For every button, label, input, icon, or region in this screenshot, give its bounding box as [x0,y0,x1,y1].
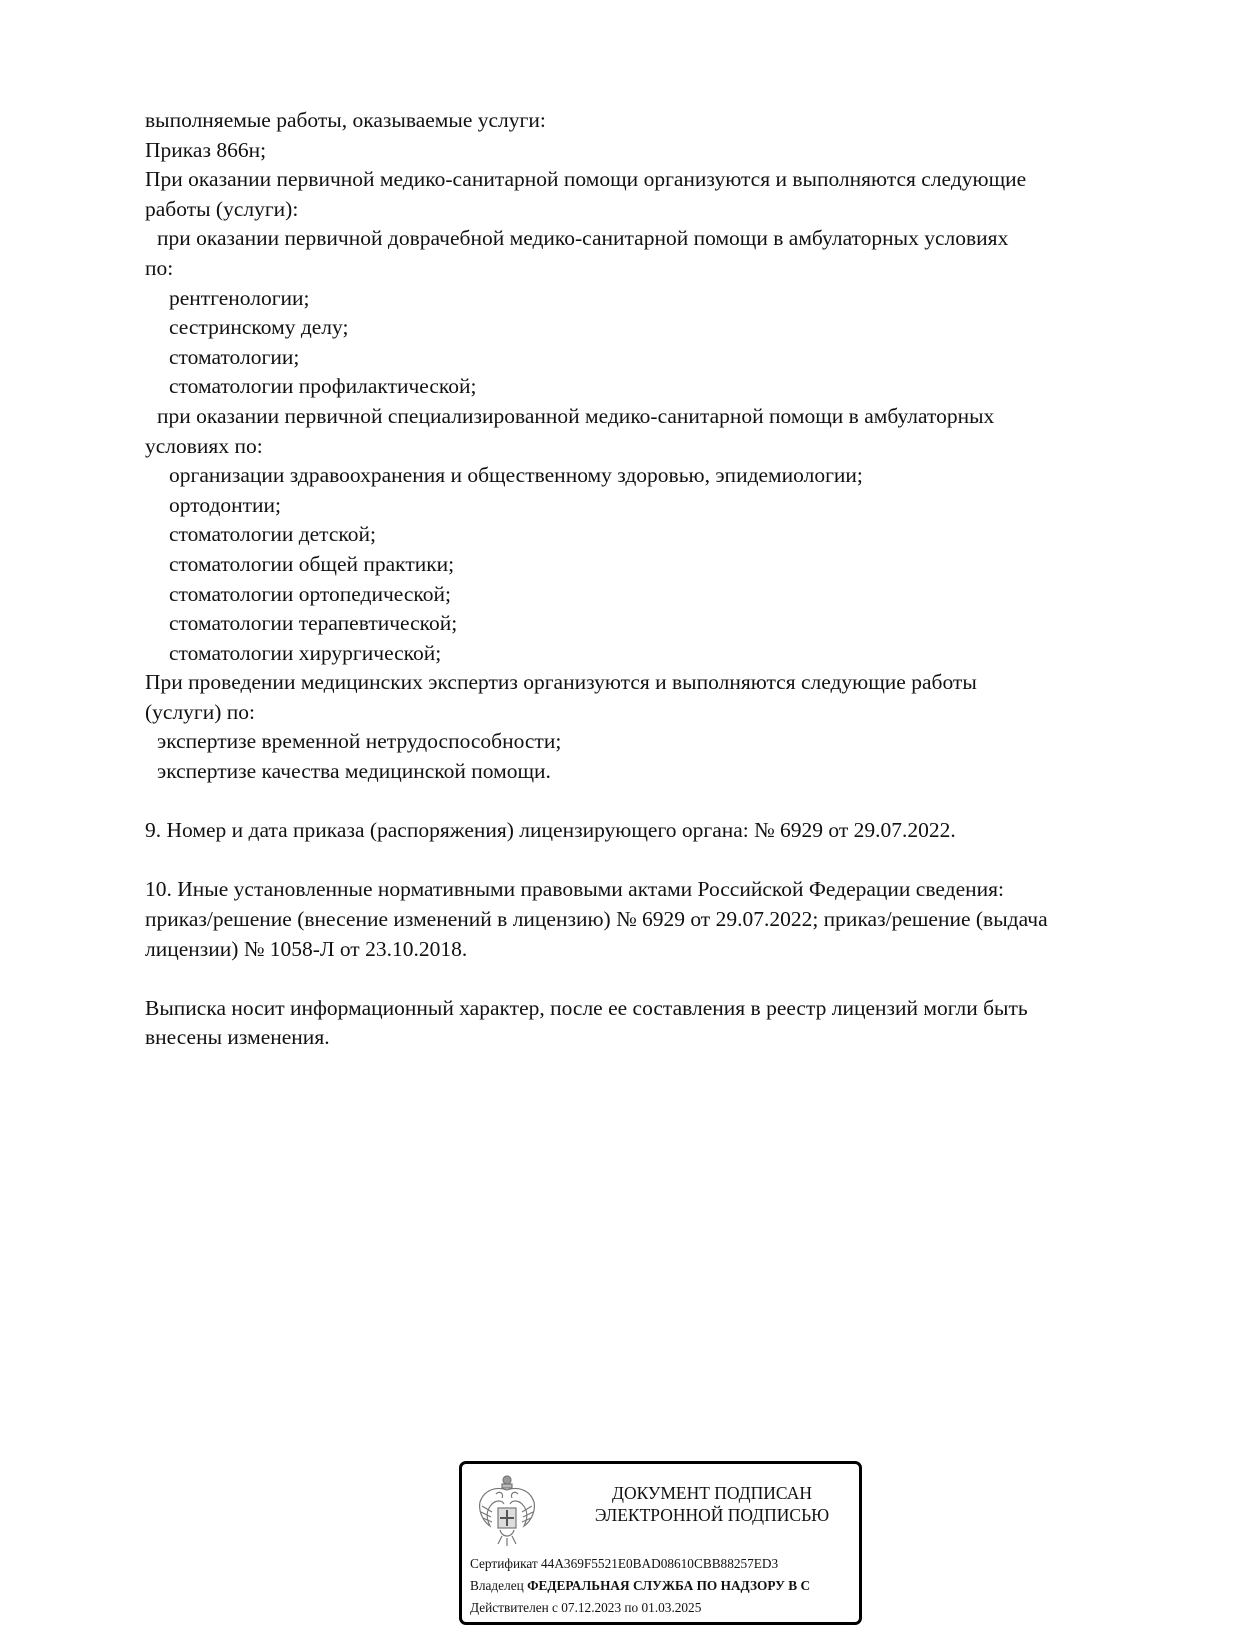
stamp-details [470,1553,862,1619]
disclaimer-line: внесены изменения. [145,1025,330,1050]
stamp-title [562,1482,862,1526]
text-line: (услуги) по: [145,699,256,724]
list-item: сестринскому делу; [169,315,349,340]
electronic-signature-stamp [459,1461,862,1625]
list-item: стоматологии профилактической; [169,374,477,399]
list-item: рентгенологии; [169,285,310,310]
document-body [145,106,1155,1053]
section-10-line: приказ/решение (внесение изменений в лицензию) № 6929 от 29.07.2022; приказ/решение (выдача [145,907,1048,932]
paragraph-gap [145,846,1155,876]
certificate-line [470,1553,862,1575]
text-line: выполняемые работы, оказываемые услуги: [145,108,546,132]
stamp-title-line: ДОКУМЕНТ ПОДПИСАН [612,1483,812,1503]
text-line: работы (услуги): [145,196,299,221]
list-item: стоматологии хирургической; [169,640,442,665]
owner-label: Владелец [470,1578,524,1593]
text-line: Приказ 866н; [145,137,267,162]
list-item: стоматологии; [169,344,300,369]
owner-line [470,1575,862,1597]
list-item: стоматологии ортопедической; [169,581,452,606]
list-item: ортодонтии; [169,492,282,517]
list-item: организации здравоохранения и общественному здоровью, эпидемиологии; [169,463,863,488]
owner-value: ФЕДЕРАЛЬНАЯ СЛУЖБА ПО НАДЗОРУ В С [527,1578,811,1593]
text-line: При оказании первичной медико-санитарной помощи организуются и выполняются следующие [145,167,1027,192]
list-item: экспертизе качества медицинской помощи. [157,759,551,784]
text-line: при оказании первичной доврачебной медико-санитарной помощи в амбулаторных условиях [157,226,1009,251]
list-item: стоматологии общей практики; [169,551,455,576]
text-line: условиях по: [145,433,263,458]
section-10-line: лицензии) № 1058-Л от 23.10.2018. [145,936,468,961]
list-item: экспертизе временной нетрудоспособности; [157,729,562,754]
stamp-title-line: ЭЛЕКТРОННОЙ ПОДПИСЬЮ [594,1505,830,1525]
section-9: 9. Номер и дата приказа (распоряжения) лицензирующего органа: № 6929 от 29.07.2022. [145,818,956,843]
text-line: при оказании первичной специализированной медико-санитарной помощи в амбулаторных [157,403,995,428]
paragraph-gap [145,964,1155,994]
certificate-label: Сертификат [470,1556,538,1571]
list-item: стоматологии терапевтической; [169,611,458,636]
validity-line: Действителен с 07.12.2023 по 01.03.2025 [470,1600,702,1615]
text-line: При проведении медицинских экспертиз организуются и выполняются следующие работы [145,670,977,695]
section-10-line: 10. Иные установленные нормативными правовыми актами Российской Федерации сведения: [145,877,1004,902]
list-item: стоматологии детской; [169,522,376,547]
text-line: по: [145,255,174,280]
russian-coat-of-arms-icon [476,1472,538,1548]
disclaimer-line: Выписка носит информационный характер, после ее составления в реестр лицензий могли быть [145,995,1028,1020]
certificate-value: 44A369F5521E0BAD08610CBB88257ED3 [541,1556,779,1571]
paragraph-gap [145,787,1155,817]
